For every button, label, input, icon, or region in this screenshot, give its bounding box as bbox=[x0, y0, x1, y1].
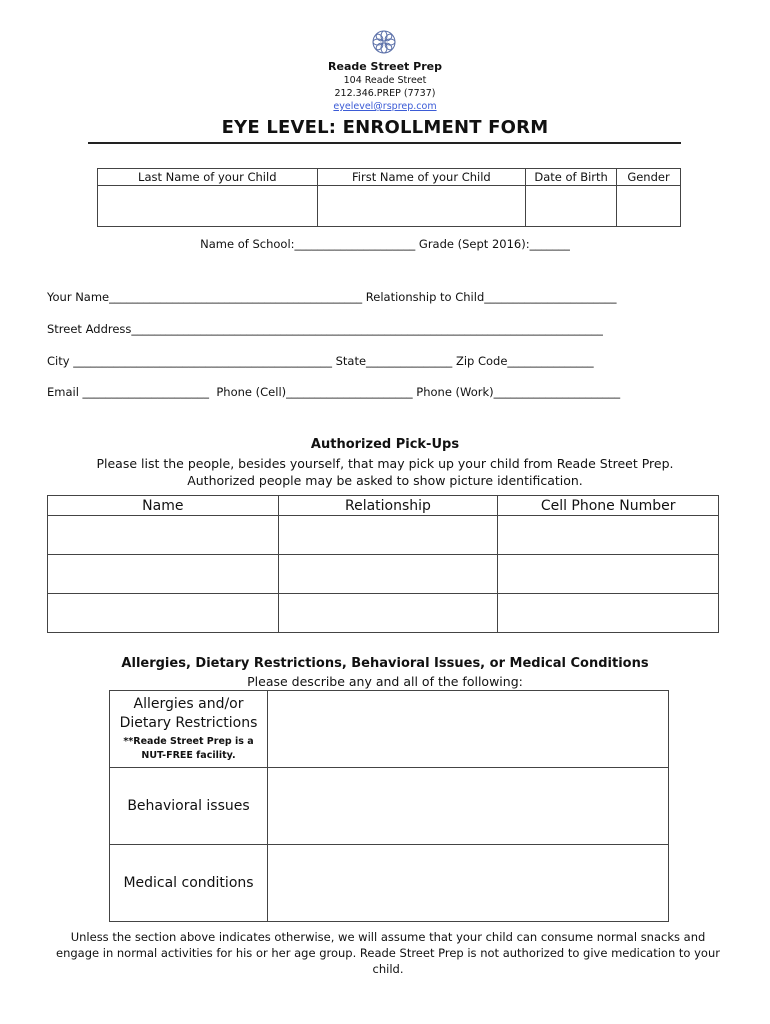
medical-table bbox=[109, 690, 669, 922]
column-header-relationship: Relationship bbox=[278, 496, 498, 516]
medical-conditions-label: Medical conditions bbox=[110, 845, 268, 922]
pickup-phone-cell[interactable] bbox=[498, 516, 719, 555]
allergies-input-cell[interactable] bbox=[268, 691, 669, 768]
column-header-gender: Gender bbox=[617, 169, 681, 186]
address-line-1: 104 Reade Street bbox=[343, 75, 427, 86]
pickups-description-2: Authorized people may be asked to show picture identification. bbox=[187, 473, 583, 488]
pickup-relationship-cell[interactable] bbox=[278, 594, 498, 633]
email-phone-line[interactable]: Email ______________________ Phone (Cell)______________________ Phone (Work)______________________ bbox=[47, 385, 621, 399]
pickup-relationship-cell[interactable] bbox=[278, 555, 498, 594]
title-divider bbox=[88, 142, 681, 144]
behavioral-issues-input-cell[interactable] bbox=[268, 768, 669, 845]
pickups-description-1: Please list the people, besides yourself, that may pick up your child from Reade Street Prep. bbox=[96, 456, 674, 471]
last-name-cell[interactable] bbox=[98, 186, 318, 227]
address-phone-line: 212.346.PREP (7737) bbox=[334, 88, 436, 99]
column-header-first-name: First Name of your Child bbox=[317, 169, 526, 186]
form-title: EYE LEVEL: ENROLLMENT FORM bbox=[221, 117, 549, 138]
nut-free-note-line-2: NUT-FREE facility. bbox=[141, 750, 236, 761]
allergies-label-cell bbox=[110, 691, 268, 768]
behavioral-issues-label: Behavioral issues bbox=[110, 768, 268, 845]
footer-note: Unless the section above indicates otherwise, we will assume that your child can consume normal snacks and engage in normal activities for his or her age group. Reade Street Prep is not authorized to give medication to your child. bbox=[56, 930, 720, 976]
city-state-zip-line[interactable]: City _____________________________________________ State_______________ Zip Code_______________ bbox=[47, 354, 594, 368]
table-row bbox=[48, 516, 719, 555]
pickup-phone-cell[interactable] bbox=[498, 555, 719, 594]
column-header-date-of-birth: Date of Birth bbox=[526, 169, 617, 186]
flower-logo-icon bbox=[369, 28, 399, 56]
column-header-name: Name bbox=[48, 496, 279, 516]
org-name: Reade Street Prep bbox=[328, 60, 442, 73]
table-row bbox=[48, 555, 719, 594]
gender-cell[interactable] bbox=[617, 186, 681, 227]
email-link[interactable]: eyelevel@rsprep.com bbox=[333, 101, 437, 112]
your-name-relationship-line[interactable]: Your Name____________________________________________ Relationship to Child_______________________ bbox=[47, 290, 617, 304]
pickups-title: Authorized Pick-Ups bbox=[310, 437, 460, 452]
date-of-birth-cell[interactable] bbox=[526, 186, 617, 227]
column-header-last-name: Last Name of your Child bbox=[98, 169, 318, 186]
first-name-cell[interactable] bbox=[317, 186, 526, 227]
pickup-name-cell[interactable] bbox=[48, 555, 279, 594]
column-header-cell-phone: Cell Phone Number bbox=[498, 496, 719, 516]
child-info-table bbox=[97, 168, 681, 227]
pickup-name-cell[interactable] bbox=[48, 594, 279, 633]
street-address-line[interactable]: Street Address__________________________________________________________________________________ bbox=[47, 322, 603, 336]
pickup-phone-cell[interactable] bbox=[498, 594, 719, 633]
allergies-label-line-2: Dietary Restrictions bbox=[119, 715, 258, 731]
medical-description: Please describe any and all of the following: bbox=[247, 674, 523, 689]
medical-title: Allergies, Dietary Restrictions, Behavioral Issues, or Medical Conditions bbox=[121, 656, 649, 671]
table-row bbox=[48, 594, 719, 633]
medical-conditions-input-cell[interactable] bbox=[268, 845, 669, 922]
allergies-label-line-1: Allergies and/or bbox=[133, 696, 244, 712]
nut-free-note-line-1: **Reade Street Prep is a bbox=[123, 736, 254, 747]
pickup-relationship-cell[interactable] bbox=[278, 516, 498, 555]
pickup-name-cell[interactable] bbox=[48, 516, 279, 555]
school-grade-line[interactable]: Name of School:_____________________ Grade (Sept 2016):_______ bbox=[200, 237, 570, 251]
pickups-table bbox=[47, 495, 719, 633]
